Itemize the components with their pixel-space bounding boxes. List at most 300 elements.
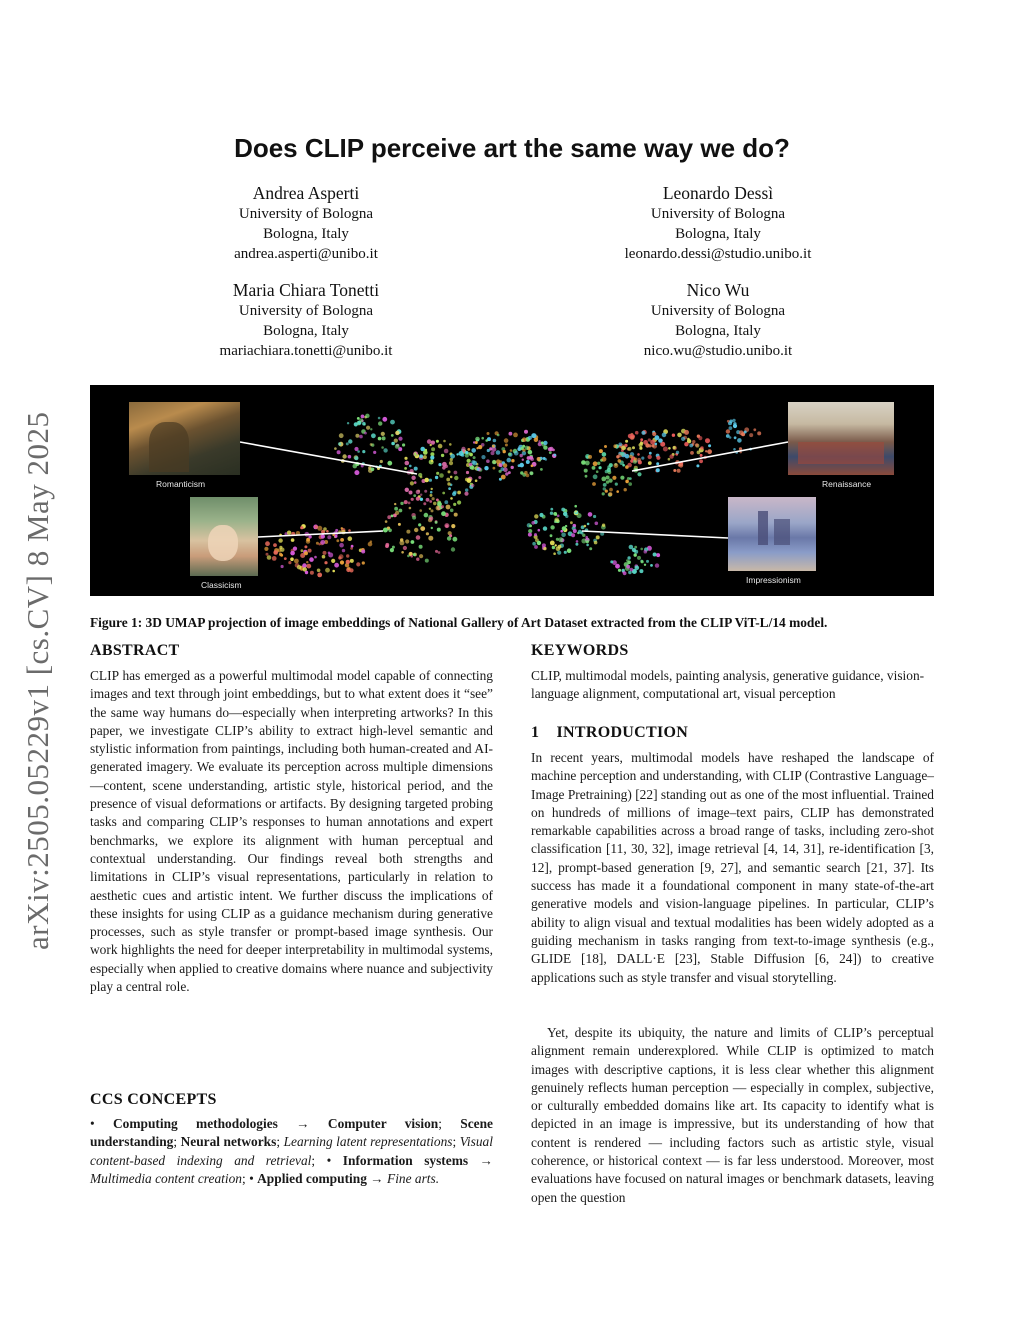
embedding-point [645, 443, 649, 447]
embedding-point [448, 487, 451, 490]
embedding-point [423, 455, 427, 459]
embedding-point [485, 439, 488, 442]
embedding-point [309, 557, 314, 562]
embedding-point [414, 481, 417, 484]
embedding-point [391, 515, 394, 518]
embedding-point [737, 438, 742, 443]
embedding-point [733, 424, 737, 428]
embedding-point [631, 436, 635, 440]
embedding-point [514, 451, 519, 456]
embedding-point [380, 460, 383, 463]
embedding-point [413, 553, 416, 556]
embedding-point [401, 551, 404, 554]
embedding-point [655, 435, 660, 440]
embedding-point [492, 445, 495, 448]
embedding-point [627, 556, 630, 559]
embedding-point [548, 447, 552, 451]
embedding-point [290, 557, 294, 561]
embedding-point [297, 565, 301, 569]
embedding-point [534, 438, 538, 442]
embedding-point [744, 431, 747, 434]
embedding-point [757, 431, 761, 435]
introduction-paragraph-1: In recent years, multimodal models have reshaped the landscape of machine perception and understanding, with CLIP (Contrastive Language–Image Pretraining) [22] standing out as one of the most influential. Trained on hundreds of millions of image–text pairs, CLIP has demonstrated remarkable capabilities across a broad range of tasks, including zero-shot classification [11, 30, 32], image retrieval [4, 14, 31], re-identification [3, 12], prompt-based generation [9, 27], and semantic search [21, 37]. Its success has made it a foundational component in many state-of-the-art generative models and vision-language pipelines. In particular, CLIP’s ability to align visual and textual modalities has been widely adopted as a guiding mechanism in tasks ranging from text-to-image synthesis (e.g., GLIDE [18], DALL·E [23], Stable Diffusion [6, 24]) to creative applications such as style transfer and visual storytelling. [531, 750, 934, 985]
embedding-point [404, 500, 408, 504]
embedding-point [469, 463, 473, 467]
embedding-point [732, 419, 735, 422]
embedding-point [413, 494, 416, 497]
embedding-point [405, 461, 410, 466]
embedding-point [635, 431, 639, 435]
embedding-point [558, 537, 563, 542]
embedding-point [450, 476, 453, 479]
embedding-point [424, 490, 427, 493]
embedding-point [317, 569, 321, 573]
embedding-point [700, 454, 703, 457]
embedding-point [628, 447, 632, 451]
embedding-point [610, 560, 613, 563]
embedding-point [419, 454, 423, 458]
embedding-point [501, 467, 505, 471]
embedding-point [435, 521, 438, 524]
embedding-point [637, 556, 641, 560]
embedding-point [499, 463, 503, 467]
embedding-point [438, 444, 443, 449]
embedding-point [315, 525, 318, 528]
embedding-point [698, 436, 702, 440]
embedding-point [618, 569, 621, 572]
embedding-point [584, 525, 587, 528]
embedding-point [549, 451, 552, 454]
embedding-point [607, 468, 611, 472]
embedding-point [300, 526, 303, 529]
embedding-point [304, 545, 307, 548]
author-affiliation: University of Bologna [650, 303, 786, 319]
embedding-point [454, 476, 458, 480]
embedding-point [504, 438, 509, 443]
embedding-point [468, 452, 471, 455]
embedding-point [416, 490, 420, 494]
embedding-point [708, 444, 711, 447]
embedding-point [681, 437, 685, 441]
embedding-point [593, 515, 596, 518]
embedding-point [410, 481, 414, 485]
embedding-point [570, 521, 573, 524]
embedding-point [431, 447, 435, 451]
embedding-point [673, 469, 676, 472]
embedding-point [471, 484, 474, 487]
author-name: Maria Chiara Tonetti [232, 280, 380, 300]
embedding-point [676, 451, 679, 454]
embedding-point [340, 538, 344, 542]
embedding-point [558, 545, 562, 549]
embedding-point [522, 459, 524, 461]
embedding-point [641, 431, 645, 435]
embedding-point [687, 438, 690, 441]
embedding-point [436, 440, 439, 443]
embedding-point [459, 451, 464, 456]
abstract-text: CLIP has emerged as a powerful multimodal model capable of connecting images and text through joint embeddings, but to what extent does it “see” the same way humans do—especially when interpreting artworks? In this paper, we investigate CLIP’s ability to extract high-level semantic and stylistic information from paintings, including both human-created and AI-generated imagery. We evaluate its perception across multiple dimensions—content, scene understanding, artistic style, historical period, and the presence of visual deformations or artifacts. By designing targeted probing tasks and comparing CLIP’s responses to human annotations and expert benchmarks, we explore its alignment with human perceptual and contextual understanding. Our findings reveal both strengths and limitations in CLIP’s visual representations, particularly in relation to aesthetic cues and artistic intent. We further discuss the implications of these insights for using CLIP as a guidance mechanism during generative processes, such as style transfer or prompt-based image synthesis. Our work highlights the need for deeper interpretability in multimodal systems, especially when applied to creative domains where nuance and subjectivity play a central role. [90, 668, 493, 995]
embedding-point [429, 508, 431, 510]
embedding-point [327, 535, 331, 539]
embedding-point [467, 478, 472, 483]
embedding-point [575, 510, 577, 512]
embedding-point [387, 515, 391, 519]
embedding-point [467, 459, 471, 463]
embedding-point [334, 563, 339, 568]
embedding-point [679, 463, 683, 467]
embedding-point [278, 538, 282, 542]
embedding-point [669, 454, 673, 458]
embedding-point [653, 553, 657, 557]
embedding-point [328, 552, 331, 555]
embedding-point [639, 569, 643, 573]
embedding-point [308, 535, 311, 538]
embedding-point [538, 440, 540, 442]
embedding-point [529, 456, 533, 460]
embedding-point [620, 452, 624, 456]
embedding-point [640, 548, 643, 551]
embedding-point [382, 417, 387, 422]
embedding-point [371, 433, 376, 438]
embedding-point [400, 502, 403, 505]
embedding-point [306, 539, 310, 543]
embedding-point [381, 446, 384, 449]
embedding-point [348, 439, 352, 443]
embedding-point [457, 500, 461, 504]
embedding-point [593, 461, 598, 466]
embedding-point [605, 490, 608, 493]
embedding-point [318, 543, 320, 545]
embedding-point [447, 536, 451, 540]
embedding-point [557, 551, 561, 555]
embedding-point [528, 533, 532, 537]
embedding-point [550, 512, 553, 515]
embedding-point [429, 517, 433, 521]
embedding-point [481, 437, 484, 440]
embedding-point [609, 463, 613, 467]
embedding-point [538, 529, 541, 532]
embedding-point [362, 422, 366, 426]
embedding-point [339, 433, 344, 438]
embedding-point [338, 556, 341, 559]
embedding-point [473, 456, 476, 459]
embedding-point [513, 433, 518, 438]
embedding-point [430, 494, 433, 497]
embedding-point [290, 551, 295, 556]
embedding-point [420, 447, 425, 452]
embedding-point [477, 468, 480, 471]
author-name: Leonardo Dessì [662, 183, 774, 203]
embedding-point [308, 549, 312, 553]
embedding-point [390, 420, 395, 425]
embedding-point [430, 456, 434, 460]
embedding-point [451, 547, 455, 551]
embedding-point [727, 420, 730, 423]
embedding-point [323, 527, 327, 531]
embedding-point [465, 454, 469, 458]
embedding-point [414, 467, 418, 471]
embedding-point [690, 451, 694, 455]
embedding-point [510, 449, 513, 452]
keywords-heading: KEYWORDS [531, 642, 629, 659]
embedding-point [395, 511, 399, 515]
embedding-point [442, 492, 445, 495]
umap-figure [90, 385, 934, 596]
embedding-point [492, 460, 496, 464]
embedding-point [381, 432, 385, 436]
embedding-point [534, 514, 538, 518]
embedding-point [475, 437, 480, 442]
embedding-point [411, 476, 415, 480]
embedding-point [603, 483, 607, 487]
embedding-point [599, 449, 603, 453]
embedding-point [444, 500, 448, 504]
embedding-point [399, 540, 404, 545]
embedding-point [340, 560, 344, 564]
embedding-point [625, 454, 630, 459]
embedding-point [293, 547, 297, 551]
embedding-point [543, 526, 547, 530]
embedding-point [444, 449, 449, 454]
embedding-point [439, 473, 444, 478]
embedding-point [553, 512, 557, 516]
arxiv-identifier: arXiv:2505.05229v1 [cs.CV] 8 May 2025 [20, 411, 55, 950]
embedding-point [567, 548, 572, 553]
embedding-point [348, 529, 351, 532]
embedding-point [354, 456, 358, 460]
embedding-point [446, 505, 451, 510]
embedding-point [501, 475, 506, 480]
embedding-point [503, 450, 506, 453]
embedding-point [705, 450, 707, 452]
embedding-point [625, 465, 629, 469]
embedding-point [301, 549, 304, 552]
embedding-point [529, 525, 532, 528]
embedding-point [370, 443, 373, 446]
embedding-point [543, 445, 547, 449]
embedding-point [486, 459, 490, 463]
embedding-point [624, 488, 627, 491]
embedding-point [626, 565, 630, 569]
embedding-point [361, 415, 365, 419]
embedding-point [410, 555, 413, 558]
embedding-point [543, 547, 546, 550]
embedding-point [593, 474, 598, 479]
embedding-point [310, 571, 314, 575]
embedding-point [354, 470, 359, 475]
embedding-point [564, 551, 567, 554]
embedding-point [385, 520, 388, 523]
embedding-point [454, 513, 458, 517]
embedding-point [478, 476, 481, 479]
embedding-point [324, 561, 327, 564]
impressionism-painting-thumbnail [728, 497, 816, 571]
embedding-point [362, 561, 365, 564]
embedding-point [424, 513, 429, 518]
embedding-point [637, 458, 641, 462]
embedding-point [522, 437, 527, 442]
embedding-point [338, 442, 341, 445]
embedding-point [609, 488, 613, 492]
embedding-point [637, 472, 641, 476]
embedding-point [531, 465, 534, 468]
embedding-point [420, 498, 423, 501]
embedding-point [346, 442, 349, 445]
embedding-point [450, 509, 454, 513]
embedding-point [649, 452, 652, 455]
embedding-point [359, 418, 363, 422]
embedding-point [541, 441, 544, 444]
embedding-point [581, 460, 586, 465]
embedding-point [487, 432, 490, 435]
embedding-point [587, 523, 590, 526]
embedding-point [604, 445, 607, 448]
embedding-point [399, 509, 403, 513]
author-location: Bologna, Italy [675, 226, 761, 242]
embedding-point [411, 540, 415, 544]
embedding-point [663, 447, 668, 452]
embedding-point [416, 558, 419, 561]
embedding-point [492, 447, 497, 452]
embedding-point [739, 430, 744, 435]
embedding-point [391, 442, 395, 446]
embedding-point [668, 458, 671, 461]
embedding-point [503, 463, 507, 467]
embedding-point [355, 434, 359, 438]
embedding-point [606, 476, 610, 480]
embedding-point [646, 560, 649, 563]
embedding-point [520, 454, 523, 457]
embedding-point [623, 571, 627, 575]
embedding-point [341, 527, 343, 529]
embedding-point [465, 488, 468, 491]
embedding-point [425, 559, 429, 563]
embedding-point [618, 459, 622, 463]
embedding-point [442, 466, 446, 470]
embedding-point [733, 448, 736, 451]
embedding-point [553, 552, 556, 555]
embedding-point [497, 434, 500, 437]
embedding-point [353, 464, 358, 469]
embedding-point [306, 561, 308, 563]
embedding-point [629, 455, 633, 459]
embedding-point [592, 466, 596, 470]
label-romanticism: Romanticism [156, 479, 206, 489]
embedding-point [449, 461, 453, 465]
embedding-point [432, 497, 435, 500]
embedding-point [418, 473, 422, 477]
embedding-point [357, 417, 360, 420]
embedding-point [534, 545, 538, 549]
embedding-point [700, 446, 703, 449]
embedding-point [411, 498, 414, 501]
embedding-point [655, 563, 659, 567]
embedding-point [626, 559, 629, 562]
embedding-point [322, 555, 326, 559]
embedding-point [555, 544, 557, 546]
embedding-point [578, 530, 582, 534]
embedding-point [429, 500, 432, 503]
embedding-point [537, 541, 541, 545]
embedding-point [426, 498, 430, 502]
embedding-point [395, 444, 400, 449]
embedding-point [383, 528, 388, 533]
embedding-point [550, 541, 555, 546]
embedding-point [475, 441, 478, 444]
embedding-point [438, 551, 441, 554]
embedding-point [537, 457, 541, 461]
embedding-point [561, 508, 565, 512]
embedding-point [331, 559, 335, 563]
embedding-point [511, 459, 514, 462]
embedding-point [398, 437, 402, 441]
embedding-point [450, 497, 453, 500]
embedding-point [650, 564, 653, 567]
embedding-point [662, 433, 667, 438]
embedding-point [390, 548, 394, 552]
embedding-point [445, 525, 448, 528]
embedding-point [652, 432, 656, 436]
embedding-point [614, 463, 619, 468]
embedding-point [325, 568, 330, 573]
embedding-point [431, 488, 433, 490]
embedding-point [613, 444, 617, 448]
embedding-point [684, 442, 688, 446]
embedding-point [524, 471, 528, 475]
embedding-point [453, 503, 456, 506]
embedding-point [532, 542, 536, 546]
renaissance-painting-thumbnail [788, 402, 894, 475]
embedding-point [405, 539, 409, 543]
embedding-point [304, 551, 308, 555]
embedding-point [267, 555, 272, 560]
embedding-point [323, 551, 327, 555]
embedding-point [673, 446, 676, 449]
embedding-point [625, 480, 629, 484]
author-block [538, 279, 898, 361]
embedding-point [625, 440, 628, 443]
embedding-point [528, 529, 532, 533]
embedding-point [531, 433, 536, 438]
author-email: andrea.asperti@unibo.it [234, 246, 378, 262]
embedding-point [634, 553, 637, 556]
embedding-point [641, 560, 644, 563]
embedding-point [656, 456, 660, 460]
embedding-point [606, 480, 609, 483]
embedding-point [346, 560, 350, 564]
embedding-point [629, 545, 634, 550]
embedding-point [595, 522, 599, 526]
embedding-point [350, 559, 354, 563]
embedding-point [471, 448, 476, 453]
embedding-point [689, 444, 693, 448]
embedding-point [354, 422, 358, 426]
embedding-point [530, 471, 534, 475]
embedding-point [584, 469, 588, 473]
embedding-point [520, 471, 523, 474]
embedding-point [487, 449, 490, 452]
embedding-point [378, 421, 382, 425]
embedding-point [364, 432, 367, 435]
embedding-point [431, 509, 434, 512]
embedding-point [450, 454, 455, 459]
embedding-point [552, 546, 555, 549]
embedding-point [639, 447, 642, 450]
label-classicism: Classicism [201, 580, 242, 590]
embedding-point [409, 465, 412, 468]
embedding-point [656, 462, 659, 465]
embedding-point [441, 511, 446, 516]
